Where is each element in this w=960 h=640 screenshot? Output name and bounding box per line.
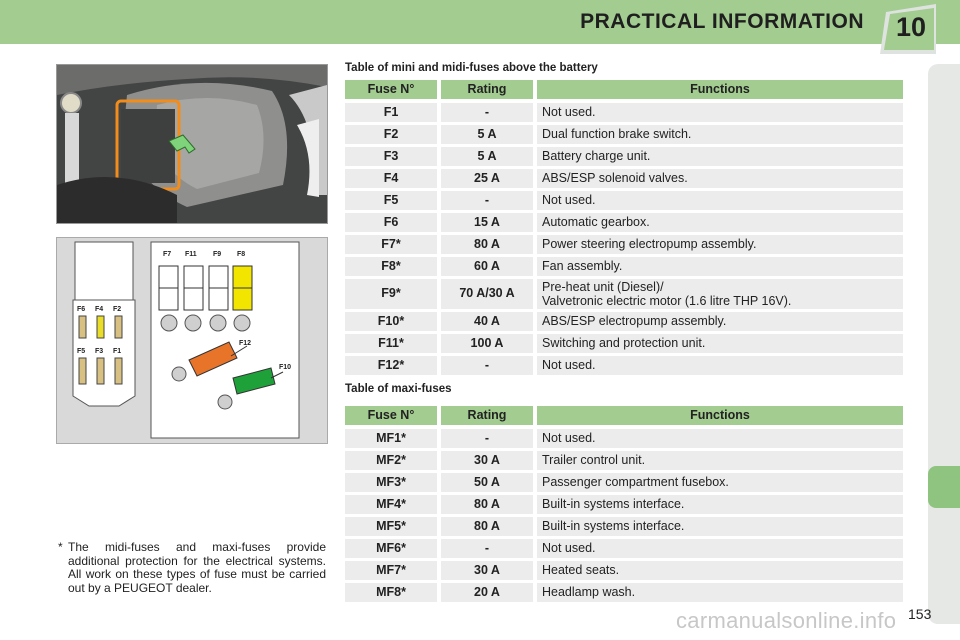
fuse-function: Heated seats. [537, 561, 903, 580]
fuse-number: F6 [345, 213, 437, 232]
fuse-rating: 30 A [441, 451, 533, 470]
fuse-function: ABS/ESP electropump assembly. [537, 312, 903, 331]
table-row [345, 334, 903, 353]
diagram-label-f8: F8 [237, 251, 246, 258]
diagram-label-f5: F5 [77, 348, 86, 355]
fuse-function: Not used. [537, 539, 903, 558]
chapter-number: 10 [895, 12, 927, 42]
table-row [345, 191, 903, 210]
fuse-number: MF3* [345, 473, 437, 492]
fuse-number: MF5* [345, 517, 437, 536]
header-fuse-no: Fuse N° [345, 80, 437, 99]
fuse-rating: - [441, 539, 533, 558]
fuse-function: Switching and protection unit. [537, 334, 903, 353]
fuse-function: ABS/ESP solenoid valves. [537, 169, 903, 188]
table-row [345, 235, 903, 254]
chapter-side-tab-active[interactable] [928, 466, 960, 508]
fuse-function: Not used. [537, 429, 903, 448]
fuse-number: F10* [345, 312, 437, 331]
fuse-rating: 60 A [441, 257, 533, 276]
diagram-label-f1: F1 [113, 348, 122, 355]
fuse-function: Passenger compartment fusebox. [537, 473, 903, 492]
fuse-function: Dual function brake switch. [537, 125, 903, 144]
mini-fuse-table-title: Table of mini and midi-fuses above the battery [345, 62, 598, 74]
fuse-number: F9* [345, 279, 437, 309]
fuse-rating: 40 A [441, 312, 533, 331]
table-row [345, 495, 903, 514]
fuse-rating: 50 A [441, 473, 533, 492]
fuse-rating: 30 A [441, 561, 533, 580]
fuse-rating: 80 A [441, 235, 533, 254]
table-row [345, 125, 903, 144]
diagram-label-f9: F9 [213, 251, 222, 258]
table-header-row [345, 80, 903, 99]
fuse-rating: 100 A [441, 334, 533, 353]
page-number: 153 [908, 606, 932, 622]
fuse-number: MF6* [345, 539, 437, 558]
fuse-function: Headlamp wash. [537, 583, 903, 602]
table-row [345, 517, 903, 536]
header-functions: Functions [537, 80, 903, 99]
watermark: carmanualsonline.info [676, 608, 897, 633]
fuse-number: F2 [345, 125, 437, 144]
diagram-label-f11: F11 [185, 251, 197, 258]
diagram-label-f10: F10 [279, 364, 292, 371]
fuse-function: Fan assembly. [537, 257, 903, 276]
diagram-label-f3: F3 [95, 348, 104, 355]
fuse-rating: - [441, 103, 533, 122]
fuse-function: Not used. [537, 356, 903, 375]
header-functions: Functions [537, 406, 903, 425]
fuse-function [537, 279, 903, 309]
diagram-label-f12: F12 [239, 340, 252, 347]
table-header-row [345, 406, 903, 425]
footnote-star: * [58, 540, 63, 554]
diagram-label-f2: F2 [113, 306, 122, 313]
table-row [345, 451, 903, 470]
fuse-number: MF7* [345, 561, 437, 580]
fuse-number: F8* [345, 257, 437, 276]
diagram-label-f7: F7 [163, 251, 172, 258]
fuse-number: F5 [345, 191, 437, 210]
footnote-text: The midi-fuses and maxi-fuses provide additional protection for the electrical systems. All work on these types of fuse must be carried out by a PEUGEOT dealer. [68, 540, 326, 595]
table-row [345, 356, 903, 375]
header-rating: Rating [441, 406, 533, 425]
fuse-function: Battery charge unit. [537, 147, 903, 166]
fuse-number: F1 [345, 103, 437, 122]
fuse-number: F12* [345, 356, 437, 375]
fuse-number: MF8* [345, 583, 437, 602]
header-rating: Rating [441, 80, 533, 99]
table-row [345, 583, 903, 602]
fuse-number: F4 [345, 169, 437, 188]
fuse-function: Built-in systems interface. [537, 517, 903, 536]
fuse-function: Automatic gearbox. [537, 213, 903, 232]
table-row [345, 561, 903, 580]
fuse-number: F7* [345, 235, 437, 254]
fuse-rating: 5 A [441, 125, 533, 144]
engine-bay-photo [56, 64, 328, 224]
fuse-rating: 20 A [441, 583, 533, 602]
table-row [345, 103, 903, 122]
diagram-label-f4: F4 [95, 306, 104, 313]
fuse-function-line-1: Pre-heat unit (Diesel)/ [542, 280, 664, 294]
fuse-function: Trailer control unit. [537, 451, 903, 470]
chapter-side-tab[interactable] [928, 64, 960, 624]
fuse-rating: 15 A [441, 213, 533, 232]
fuse-function-line-2: Valvetronic electric motor (1.6 litre THP 16V). [542, 293, 792, 308]
fuse-number: F11* [345, 334, 437, 353]
table-row [345, 312, 903, 331]
fuse-number: F3 [345, 147, 437, 166]
fuse-rating: 5 A [441, 147, 533, 166]
fusebox-diagram [56, 237, 328, 444]
fuse-function: Built-in systems interface. [537, 495, 903, 514]
footnote [58, 541, 326, 595]
diagram-label-f6: F6 [77, 306, 86, 313]
table-row [345, 257, 903, 276]
page-title: PRACTICAL INFORMATION [580, 10, 864, 33]
fuse-number: MF1* [345, 429, 437, 448]
fuse-rating: 70 A/30 A [441, 279, 533, 309]
fuse-rating: 80 A [441, 517, 533, 536]
fuse-number: MF4* [345, 495, 437, 514]
fuse-rating: - [441, 191, 533, 210]
table-row [345, 473, 903, 492]
table-row [345, 429, 903, 448]
table-row [345, 169, 903, 188]
fuse-function: Power steering electropump assembly. [537, 235, 903, 254]
fuse-number: MF2* [345, 451, 437, 470]
fuse-rating: - [441, 429, 533, 448]
fuse-rating: - [441, 356, 533, 375]
fuse-rating: 80 A [441, 495, 533, 514]
fuse-rating: 25 A [441, 169, 533, 188]
table-row [345, 147, 903, 166]
table-row [345, 213, 903, 232]
fuse-function: Not used. [537, 103, 903, 122]
header-fuse-no: Fuse N° [345, 406, 437, 425]
table-row [345, 539, 903, 558]
table-row [345, 279, 903, 309]
fuse-function: Not used. [537, 191, 903, 210]
maxi-fuse-table-title: Table of maxi-fuses [345, 383, 452, 395]
